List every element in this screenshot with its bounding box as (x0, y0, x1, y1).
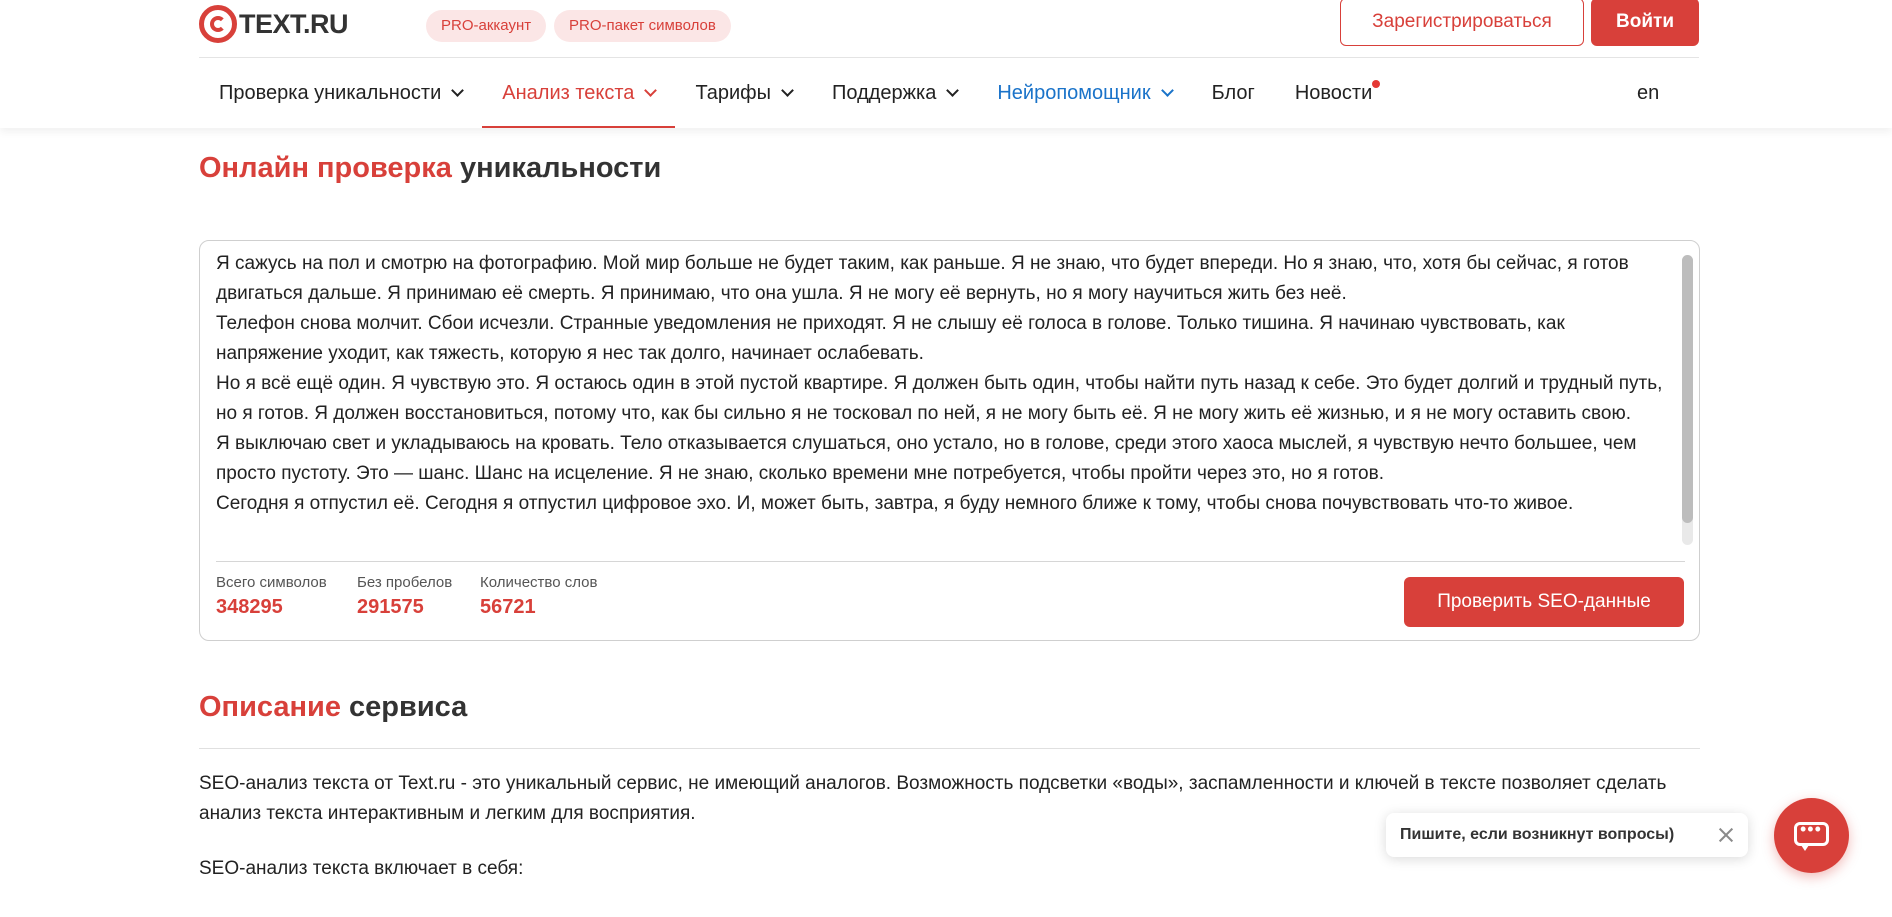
section-divider (199, 748, 1700, 749)
nav-text-analysis[interactable] (482, 58, 675, 128)
chat-tooltip (1386, 813, 1748, 857)
close-icon[interactable] (1718, 827, 1734, 843)
chevron-down-icon (451, 84, 464, 97)
stat-label: Без пробелов (357, 574, 453, 591)
nav-label: Анализ текста (502, 82, 635, 104)
section-title-rest: сервиса (340, 691, 468, 723)
chevron-down-icon (645, 84, 658, 97)
nav-label: Блог (1211, 82, 1255, 104)
chevron-down-icon (1161, 84, 1174, 97)
text-input[interactable]: Я сажусь на пол и смотрю на фотографию. Мой мир больше не будет таким, как раньше. Я не знаю, что будет впереди. Но я знаю, что, хотя бы сейчас, я готов двигаться дальше. Я принимаю её смерть. Я принимаю, что она ушла. Я не могу её вернуть, но я могу научиться жить без неё. Телефон снова молчит. Сбои исчезли. Странные уведомления не приходят. Я не слышу её голоса в голове. Только тишина. Я начинаю чувствовать, как напряжение уходит, как тяжесть, которую я нес так долго, начинает ослабевать. Но я всё ещё один. Я чувствую это. Я остаюсь один в этой пустой квартире. Я должен быть один, чтобы найти путь назад к себе. Это будет долгий и трудный путь, но я готов. Я должен восстановиться, потому что, как бы сильно я не тосковал по ней, я не могу быть её. Я не могу жить её жизнью, и я не могу оставить свою. Я выключаю свет и укладываюсь на кровать. Тело отказывается слушаться, оно устало, но в голове, среди этого хаоса мыслей, я чувствую нечто большее, чем просто пустоту. Это — шанс. Шанс на исцеление. Я не знаю, сколько времени мне потребуется, чтобы пройти через это, но я готов. Сегодня я отпустил её. Сегодня я отпустил цифровое эхо. И, может быть, завтра, я буду немного ближе к тому, чтобы снова почувствовать что-то живое. (216, 253, 1663, 514)
chat-tooltip-text: Пишите, если возникнут вопросы) (1400, 826, 1675, 843)
chat-button[interactable] (1774, 798, 1849, 873)
section-title (199, 691, 467, 724)
stat-value: 291575 (357, 596, 424, 618)
nav-blog[interactable] (1192, 58, 1275, 128)
nav-tariffs[interactable] (675, 58, 812, 128)
page-title-rest: уникальности (451, 152, 662, 184)
stat-total-chars (216, 574, 327, 619)
logo[interactable] (199, 0, 348, 48)
stat-label: Количество слов (480, 574, 598, 591)
check-seo-button[interactable]: Проверить SEO-данные (1404, 577, 1684, 627)
pro-pack-link[interactable]: PRO-пакет символов (554, 10, 731, 42)
stat-value: 56721 (480, 596, 536, 618)
nav-label: Тарифы (695, 82, 772, 104)
nav-label: Проверка уникальности (219, 82, 442, 104)
nav-neuro-assistant[interactable] (977, 58, 1191, 128)
section-title-accent: Описание (199, 691, 341, 723)
logo-text: TEXT.RU (239, 8, 349, 39)
chat-bubble-icon (1794, 822, 1829, 846)
site-header (0, 0, 1892, 128)
editor-scrollbar[interactable] (1682, 255, 1693, 545)
register-button[interactable]: Зарегистрироваться (1340, 0, 1584, 46)
nav-label: Поддержка (832, 82, 937, 104)
login-button[interactable]: Войти (1591, 0, 1699, 46)
scrollbar-thumb[interactable] (1682, 255, 1693, 523)
chevron-down-icon (946, 84, 959, 97)
nav-label: Новости (1294, 82, 1373, 104)
nav-uniqueness-check[interactable] (199, 58, 482, 128)
main-nav (199, 58, 1392, 128)
nav-label: Нейропомощник (997, 82, 1151, 104)
description-paragraph: SEO-анализ текста от Text.ru - это уникальный сервис, не имеющий аналогов. Возможность подсветки «воды», заспамленности и ключей в тексте позволяет сделать анализ текста интерактивным и легким для восприятия. (199, 773, 1667, 824)
editor-divider (216, 561, 1685, 562)
stat-value: 348295 (216, 596, 283, 618)
chevron-down-icon (781, 84, 794, 97)
pro-account-link[interactable]: PRO-аккаунт (426, 10, 546, 42)
stat-label: Всего символов (216, 574, 327, 591)
language-switch[interactable]: en (1637, 82, 1660, 104)
stat-no-spaces (357, 574, 452, 619)
nav-support[interactable] (812, 58, 977, 128)
copyright-logo-icon (199, 5, 237, 43)
nav-news[interactable] (1275, 58, 1392, 128)
description-includes: SEO-анализ текста включает в себя: (199, 858, 524, 879)
text-editor (199, 240, 1700, 641)
stat-word-count (480, 574, 597, 619)
page-title-accent: Онлайн проверка (199, 152, 452, 184)
notification-dot-icon (1372, 80, 1380, 88)
page-title (199, 152, 661, 185)
